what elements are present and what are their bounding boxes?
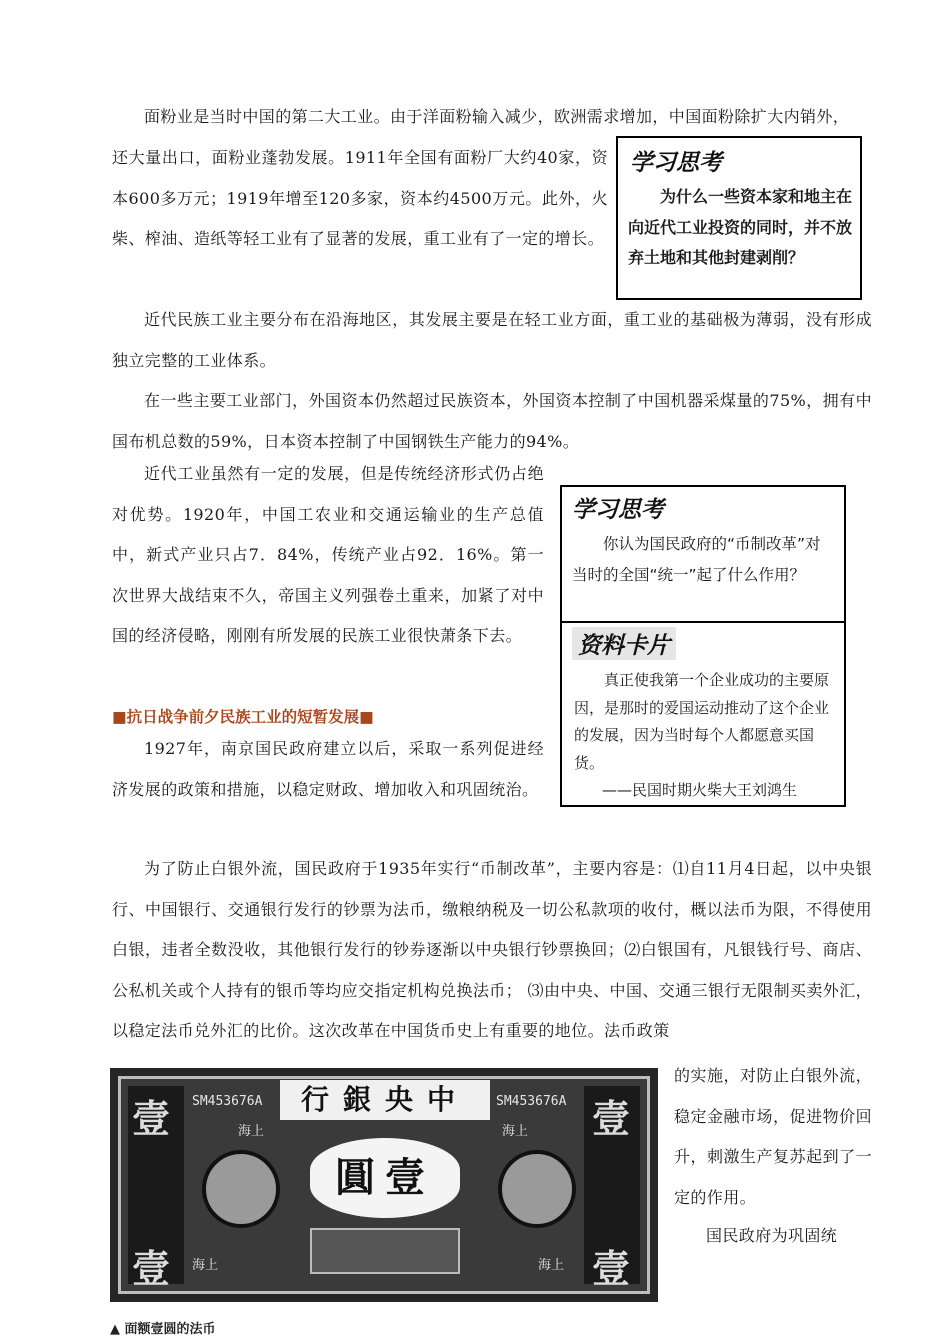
banknote-serial-right: SM453676A	[496, 1094, 567, 1109]
banknote-city-top-right: 上海	[502, 1124, 529, 1139]
paragraph-1-body: 还大量出口，面粉业蓬勃发展。1911年全国有面粉厂大约40家，资本600多万元；1919年增至120多家，资本约4500万元。此外，火柴、榨油、造纸等轻工业有了显著的发展，重工业有了一定的增长。	[112, 148, 608, 248]
banknote-image	[110, 1068, 658, 1302]
banknote-right-medallion	[498, 1150, 576, 1228]
banknote-left-medallion	[202, 1150, 280, 1228]
paragraph-5: 1927年，南京国民政府建立以后，采取一系列促进经济发展的政策和措施，以稳定财政、增加收入和巩固统治。	[112, 739, 544, 799]
data-card-title: 资料卡片	[572, 627, 676, 660]
banknote-serial-left: SM453676A	[192, 1094, 263, 1109]
study-question-box-1	[616, 136, 862, 300]
paragraph-2: 近代民族工业主要分布在沿海地区，其发展主要是在轻工业方面，重工业的基础极为薄弱，没有形成独立完整的工业体系。	[112, 310, 872, 370]
banknote-corner-bottom-right: 壹	[592, 1246, 631, 1291]
banknote-city-top-left: 上海	[238, 1124, 265, 1139]
study-question-title: 学习思考	[630, 150, 722, 176]
banknote-denomination: 壹圓	[310, 1138, 460, 1218]
banknote-bottom-strip	[310, 1228, 460, 1274]
paragraph-7-start: 国民政府为巩固统	[706, 1226, 838, 1245]
banknote-bank-name: 中央銀行	[280, 1080, 490, 1120]
paragraph-1-line-1: 面粉业是当时中国的第二大工业。由于洋面粉输入减少，欧洲需求增加，中国面粉除扩大内销外，	[144, 107, 850, 126]
banknote-city-bottom-right: 上海	[538, 1258, 565, 1273]
paragraph-6: 为了防止白银外流，国民政府于1935年实行“币制改革”，主要内容是：⑴自11月4日起，以中央银行、中国银行、交通银行发行的钞票为法币，缴粮纳税及一切公私款项的收付，概以法币为限，不得使用白银，违者全数没收，其他银行发行的钞券逐渐以中央银行钞票换回；⑵白银国有，凡银钱行号、商店、公私机关或个人持有的银币等均应交指定机构兑换法币； ⑶由中央、中国、交通三银行无限制买卖外汇，以稳定法币兑外汇的比价。这次改革在中国货币史上有重要的地位。法币政策	[112, 859, 872, 1040]
data-card-source: ——民国时期火柴大王刘鸿生	[602, 781, 798, 799]
paragraph-4: 近代工业虽然有一定的发展，但是传统经济形式仍占绝对优势。1920年，中国工农业和交通运输业的生产总值中，新式产业只占7．84%，传统产业占92．16%。第一次世界大战结束不久，帝国主义列强卷土重来，加紧了对中国的经济侵略，刚刚有所发展的民族工业很快萧条下去。	[112, 464, 544, 645]
banknote-corner-top-left: 壹	[132, 1096, 171, 1141]
paragraph-6-continued: 的实施，对防止白银外流，稳定金融市场，促进物价回升，刺激生产复苏起到了一定的作用。	[674, 1066, 872, 1207]
data-card-quote: 真正使我第一个企业成功的主要原因，是那时的爱国运动推动了这个企业的发展，因为当时每个人都愿意买国货。	[574, 671, 830, 772]
paragraph-3: 在一些主要工业部门，外国资本仍然超过民族资本，外国资本控制了中国机器采煤量的75%，拥有中国布机总数的59%，日本资本控制了中国钢铁生产能力的94%。	[112, 391, 872, 451]
study-question-box-2	[560, 485, 846, 623]
banknote-caption: ▲ 面额壹圆的法币	[110, 1322, 216, 1337]
banknote-corner-top-right: 壹	[592, 1096, 631, 1141]
study-question-text: 你认为国民政府的“币制改革”对当时的全国“统一”起了什么作用？	[572, 535, 821, 584]
banknote-city-bottom-left: 上海	[192, 1258, 219, 1273]
data-card-box	[560, 621, 846, 807]
study-question-text: 为什么一些资本家和地主在向近代工业投资的同时，并不放弃土地和其他封建剥削？	[628, 187, 853, 267]
study-question-title: 学习思考	[572, 497, 664, 523]
section-heading: ■抗日战争前夕民族工业的短暂发展■	[112, 708, 374, 726]
banknote-corner-bottom-left: 壹	[132, 1246, 171, 1291]
